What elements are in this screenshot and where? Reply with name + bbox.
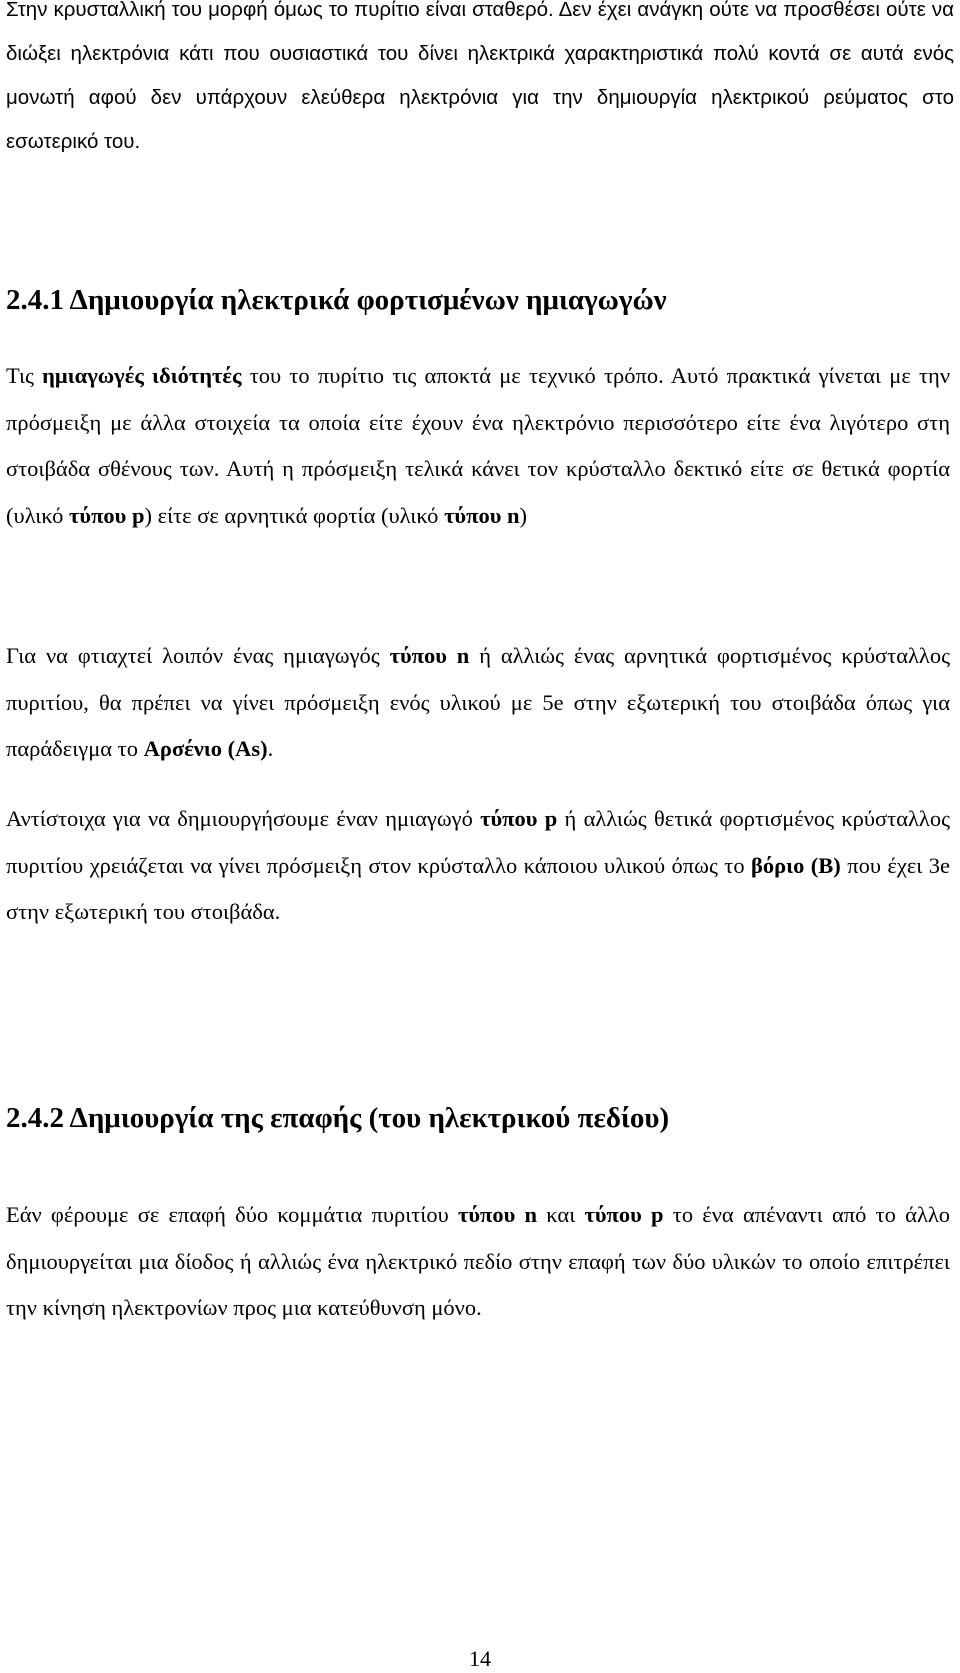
text-run: του το πυρίτιο τις αποκτά με τεχνικό τρόπο. xyxy=(241,363,664,388)
bold-term: Αρσένιο (As) xyxy=(143,736,268,761)
paragraph-p-type xyxy=(6,796,950,936)
text-run: το ένα απέναντι από το άλλο δημιουργείται μια δίοδος ή αλλιώς ένα ηλεκτρικό πεδίο στην επαφή των δύο υλικών το οποίο επιτρέπει την κίνηση ηλεκτρονίων προς μια κατεύθυνση μόνο. xyxy=(6,1202,951,1320)
bold-term: τύπου n xyxy=(444,502,520,528)
text-run: που έχει 3e στην εξωτερική του στοιβάδα. xyxy=(6,852,950,924)
text-run: Για να φτιαχτεί λοιπόν ένας ημιαγωγός xyxy=(6,643,390,668)
text-run: ) xyxy=(519,502,528,528)
paragraph-n-type xyxy=(6,633,950,773)
bold-term: τύπου p xyxy=(584,1202,664,1227)
text-run: Αντίστοιχα για να δημιουργήσουμε έναν ημιαγωγό xyxy=(6,806,481,831)
intro-paragraph: Στην κρυσταλλική του μορφή όμως το πυρίτιο είναι σταθερό. Δεν έχει ανάγκη ούτε να προσθέσει ούτε να διώξει ηλεκτρόνια κάτι που ουσιαστικά του δίνει ηλεκτρικά χαρακτηριστικά πολύ κοντά σε αυτά ενός μονωτή αφού δεν υπάρχουν ελεύθερα ηλεκτρόνια για την δημιουργία ηλεκτρικού ρεύματος στο εσωτερικό του. xyxy=(6,0,954,153)
section-number: 2.4.2 xyxy=(6,1102,64,1134)
bold-term: τύπου p xyxy=(480,806,558,831)
section-heading-2-4-2 xyxy=(6,1100,954,1136)
text-run: ) είτε σε αρνητικά φορτία (υλικό xyxy=(144,502,445,528)
paragraph-pn-junction xyxy=(6,1192,950,1332)
page-number: 14 xyxy=(469,1646,491,1671)
text-run: Αυτό πρακτικά γίνεται με την πρόσμειξη με άλλα στοιχεία τα οποία είτε έχουν ένα ηλεκτρόνιο περισσότερο είτε ένα λιγότερο στη στοιβάδα σθένους των. Αυτή η πρόσμειξη τελικά κάνει τον κρύσταλλο δεκτικό είτε σε θετικά φορτία (υλικό xyxy=(6,363,950,528)
bold-term: τύπου n xyxy=(457,1202,538,1227)
bold-term: ημιαγωγές ιδιότητές xyxy=(42,363,242,388)
section-number: 2.4.1 xyxy=(6,284,64,316)
bold-term: τύπου p xyxy=(69,502,145,528)
text-run: Τις xyxy=(6,363,43,388)
text-run: . xyxy=(267,736,274,761)
section-title: Δημιουργία ηλεκτρικά φορτισμένων ημιαγωγών xyxy=(69,284,667,316)
paragraph-doping xyxy=(6,353,950,539)
text-run: Εάν φέρουμε σε επαφή δύο κομμάτια πυριτίου xyxy=(6,1202,458,1227)
bold-term: τύπου n xyxy=(389,643,470,668)
bold-term: βόριο (Β) xyxy=(751,852,841,878)
text-run: ή αλλιώς ένας αρνητικά φορτισμένος κρύσταλλος πυριτίου, θα πρέπει να γίνει πρόσμειξη ενός υλικού με 5e στην εξωτερική του στοιβάδα όπως για παράδειγμα το xyxy=(6,643,950,761)
section-heading-2-4-1 xyxy=(6,282,954,318)
text-run: ή αλλιώς θετικά φορτισμένος κρύσταλλος πυριτίου χρειάζεται να γίνει πρόσμειξη στον κρύσταλλο κάποιου υλικού όπως το xyxy=(6,806,950,878)
section-title: Δημιουργία της επαφής (του ηλεκτρικού πεδίου) xyxy=(69,1102,670,1134)
text-run: και xyxy=(537,1202,585,1227)
